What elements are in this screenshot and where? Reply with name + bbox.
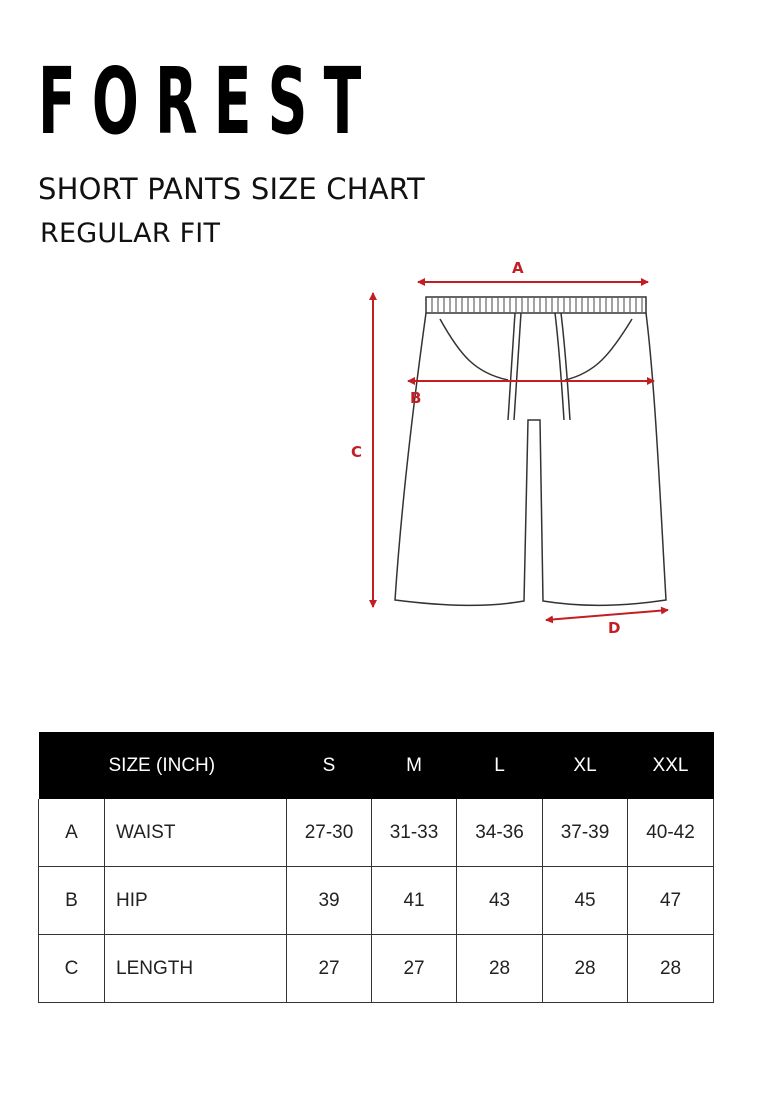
waistband-ribs [432, 298, 642, 312]
row-key: C [39, 935, 105, 1003]
table-cell: 43 [457, 867, 543, 935]
table-cell: 31-33 [372, 799, 457, 867]
table-cell: 40-42 [628, 799, 714, 867]
table-cell: 34-36 [457, 799, 543, 867]
size-header-m: M [372, 732, 457, 799]
measure-label-c: C [351, 443, 363, 461]
shorts-outline [395, 297, 666, 605]
size-header-xl: XL [543, 732, 628, 799]
table-cell: 27-30 [287, 799, 372, 867]
table-cell: 41 [372, 867, 457, 935]
brand-logo: FOREST [38, 48, 378, 155]
table-cell: 28 [457, 935, 543, 1003]
table-header-row [39, 732, 714, 799]
measure-label-d: D [608, 619, 621, 637]
row-measure-name: HIP [105, 867, 287, 935]
table-row [39, 935, 714, 1003]
row-key: B [39, 867, 105, 935]
measure-label-b: B [410, 389, 422, 407]
drawstrings [508, 313, 570, 420]
table-cell: 47 [628, 867, 714, 935]
shorts-diagram [340, 255, 680, 645]
table-cell: 39 [287, 867, 372, 935]
row-measure-name: WAIST [105, 799, 287, 867]
table-row [39, 867, 714, 935]
size-table [38, 732, 714, 1003]
table-cell: 28 [628, 935, 714, 1003]
table-cell: 28 [543, 935, 628, 1003]
fit-subtitle: REGULAR FIT [40, 218, 221, 249]
row-measure-name: LENGTH [105, 935, 287, 1003]
measure-line-d [546, 610, 668, 620]
size-header-l: L [457, 732, 543, 799]
measure-label-a: A [512, 259, 524, 277]
table-row [39, 799, 714, 867]
table-cell: 27 [287, 935, 372, 1003]
page-title: SHORT PANTS SIZE CHART [38, 172, 425, 206]
size-unit-header: SIZE (INCH) [39, 732, 287, 799]
table-cell: 45 [543, 867, 628, 935]
size-header-s: S [287, 732, 372, 799]
size-header-xxl: XXL [628, 732, 714, 799]
table-cell: 27 [372, 935, 457, 1003]
row-key: A [39, 799, 105, 867]
table-cell: 37-39 [543, 799, 628, 867]
